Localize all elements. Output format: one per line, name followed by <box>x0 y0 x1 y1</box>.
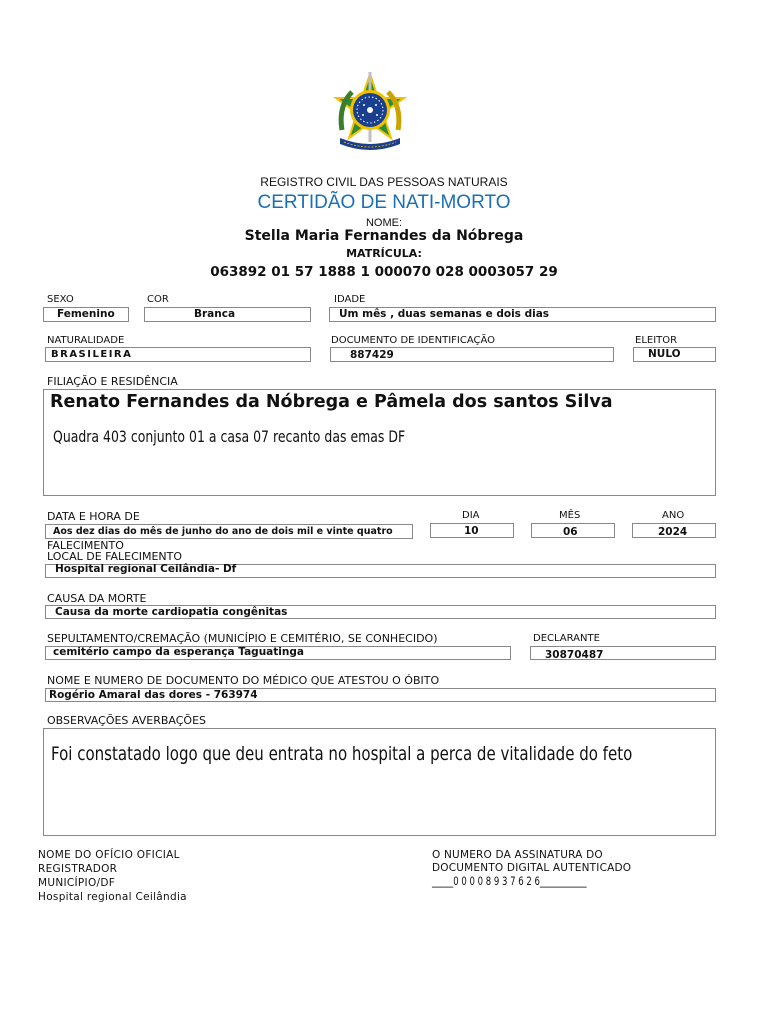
sexo-value: Femenino <box>57 308 115 320</box>
naturalidade-label: NATURALIDADE <box>47 335 125 346</box>
naturalidade-value: BRASILEIRA <box>51 349 133 360</box>
eleitor-value: NULO <box>648 348 681 360</box>
cor-label: COR <box>147 294 169 305</box>
registrador-label: REGISTRADOR <box>38 863 118 875</box>
data-hora-label: DATA E HORA DE <box>47 510 140 523</box>
sepultamento-label: SEPULTAMENTO/CREMAÇÃO (MUNICÍPIO E CEMITÉRIO, SE CONHECIDO) <box>47 632 438 645</box>
mes-value: 06 <box>563 526 578 538</box>
certificate-title: CERTIDÃO DE NATI-MORTO <box>257 192 511 213</box>
filiacao-nomes: Renato Fernandes da Nóbrega e Pâmela dos santos Silva <box>50 392 613 412</box>
sexo-label: SEXO <box>47 294 74 305</box>
oficio-label: NOME DO OFÍCIO OFICIAL <box>38 849 180 861</box>
medico-label: NOME E NUMERO DE DOCUMENTO DO MÉDICO QUE ATESTOU O ÓBITO <box>47 674 440 687</box>
data-extenso-value: Aos dez dias do mês de junho do ano de dois mil e vinte quatro <box>53 526 393 537</box>
dia-value: 10 <box>464 525 479 537</box>
falecimento-label: FALECIMENTO <box>47 539 124 552</box>
ano-label: ANO <box>662 510 685 521</box>
local-label: LOCAL DE FALECIMENTO <box>47 550 183 563</box>
filiacao-label: FILIAÇÃO E RESIDÊNCIA <box>47 375 178 388</box>
ano-value: 2024 <box>658 526 688 538</box>
local-value: Hospital regional Ceilândia- Df <box>55 563 237 575</box>
medico-value: Rogério Amaral das dores - 763974 <box>49 689 258 701</box>
documento-value: 887429 <box>350 349 394 361</box>
declarante-label: DECLARANTE <box>533 633 600 644</box>
eleitor-label: ELEITOR <box>635 335 678 346</box>
idade-value: Um mês , duas semanas e dois dias <box>339 308 550 320</box>
cor-value: Branca <box>194 308 236 320</box>
dia-label: DIA <box>462 510 480 521</box>
assinatura-label-2: DOCUMENTO DIGITAL AUTENTICADO <box>432 862 632 874</box>
registry-heading: REGISTRO CIVIL DAS PESSOAS NATURAIS <box>260 175 508 189</box>
matricula-number: 063892 01 57 1888 1 000070 028 0003057 29 <box>210 264 558 280</box>
residencia-text: Quadra 403 conjunto 01 a casa 07 recanto das emas DF <box>53 427 406 446</box>
causa-label: CAUSA DA MORTE <box>47 592 147 605</box>
declarante-value: 30870487 <box>545 649 604 661</box>
observacoes-text: Foi constatado logo que deu entrata no hospital a perca de vitalidade do feto <box>51 743 633 765</box>
municipio-label: MUNICÍPIO/DF <box>38 877 116 889</box>
matricula-label: MATRÍCULA: <box>346 247 422 260</box>
assinatura-numero: _____0 0 0 0 8 9 3 7 6 2 6___________ <box>432 874 587 888</box>
hospital-label: Hospital regional Ceilândia <box>38 891 187 903</box>
name-label: NOME: <box>365 217 403 229</box>
idade-label: IDADE <box>334 294 366 305</box>
full-name: Stella Maria Fernandes da Nóbrega <box>244 228 524 244</box>
documento-label: DOCUMENTO DE IDENTIFICAÇÃO <box>331 335 496 346</box>
mes-label: MÊS <box>559 510 581 521</box>
assinatura-label-1: O NUMERO DA ASSINATURA DO <box>432 849 603 861</box>
causa-value: Causa da morte cardiopatia congênitas <box>55 606 288 618</box>
observacoes-label: OBSERVAÇÕES AVERBAÇÕES <box>47 714 206 727</box>
sepultamento-value: cemitério campo da esperança Taguatinga <box>53 646 304 658</box>
brasao-emblem <box>330 72 410 158</box>
